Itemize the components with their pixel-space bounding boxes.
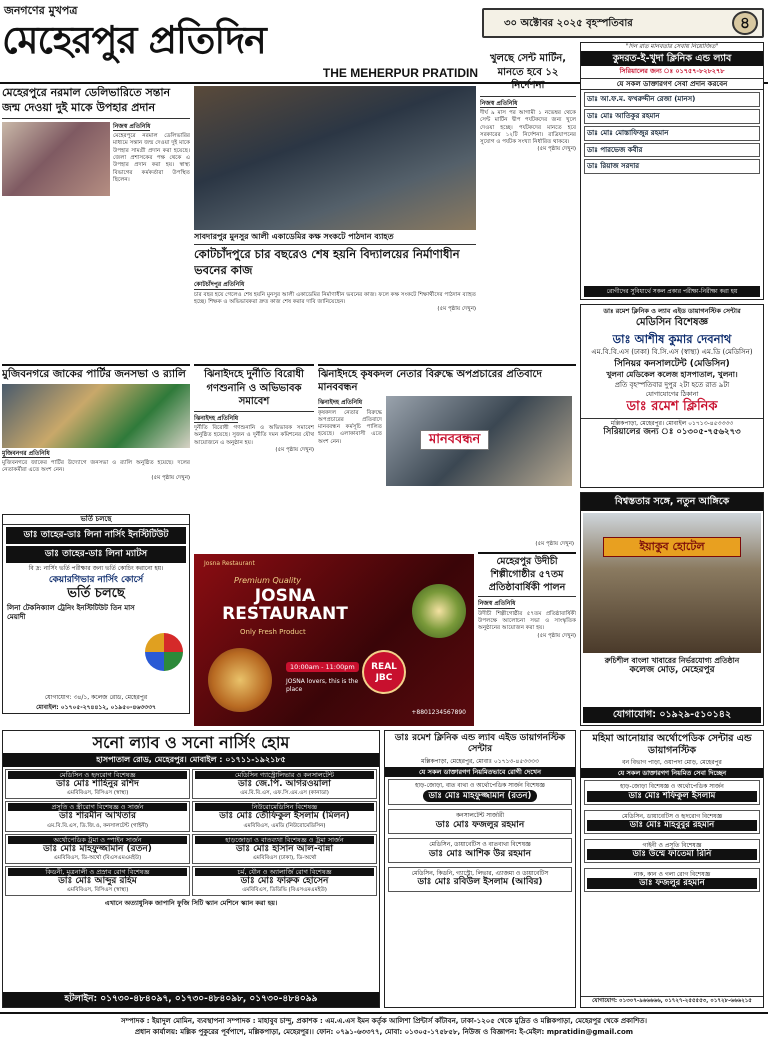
ad-lab-subtitle: যে সকল ডাক্তারগণ নিয়মিতভাবে রোগী দেখেন [385,767,575,777]
ad-kudrat-doctor-name: ডাঃ আ.ফ.ম. ফখরুদ্দীন রেজা (মানস) [587,95,696,104]
ad-hotel-address: কলেজ মোড়, মেহেরপুর [629,665,715,676]
ad-mohima-doctor-spec: গাইনী ও প্রসূতি বিশেষজ্ঞ [642,841,702,849]
ad-hotel-sign: ইয়াকুব হোটেল [603,537,741,557]
ad-sono-doctor [5,834,190,864]
story-chain-byline: ঝিনাইদহ প্রতিনিধি [318,399,363,406]
ad-kudrat-doctor-name: ডাঃ মোঃ আতিকুর রহমান [587,112,660,120]
story-udichi-body: উদীচী শিল্পীগোষ্ঠীর ৫৭তম প্রতিষ্ঠাবার্ষিকী উপলক্ষে আলোচনা সভা ও সাংস্কৃতিক অনুষ্ঠানের আয়োজন করা হয়। [478,610,576,632]
ad-hotel-photo [583,513,761,653]
ad-sono-hotline: হটলাইন: ০১৭৩০-৪৮৪০৯৭, ০১৭৩০-৪৮৪০৯৮, ০১৭৩০-৪৮৪০৯৯ [3,992,379,1007]
issue-date: ৩০ অক্টোবর ২০২৫ বৃহস্পতিবার [504,18,633,29]
ad-kudrat-doctor [584,92,760,107]
story-corruption-byline: ঝিনাইদহ প্রতিনিধি [194,414,239,422]
story-school-headline: কোটচাঁদপুরে চার বছরেও শেষ হয়নি বিদ্যালয়ের নির্মাণাধীন ভবনের কাজ [194,247,460,277]
ad-mohima-doctor-spec: নাক, কান ও গলা রোগ বিশেষজ্ঞ [633,870,711,878]
ad-mohima-doctor [584,780,760,804]
ad-lab-doctor [388,867,572,892]
story-corruption [194,364,314,550]
ad-sono-note: এখানে অত্যাধুনিক জাপানি ফুজি সিটি স্ক্যান মেশিনে স্ক্যান করা হয়। [104,899,278,907]
ad-sono-doctor-name: ডাঃ মোঃ হাসান আল-বান্না [235,843,334,854]
story-delivery-headline: মেহেরপুরে নরমাল ডেলিভারিতে সন্তান জন্ম দেওয়া দুই মাকে উপহার প্রদান [2,86,190,119]
ad-lab-doctor-spec: মেডিসিন, ডায়াবেটিস ও বাতব্যথা বিশেষজ্ঞ [429,841,531,848]
ad-ramesh-degree: এম.বি.বি.এস (ঢাকা) বি.সি.এস (স্বাস্থ্য) এম.ডি (মেডিসিন) [591,348,753,356]
ad-josna-name: JOSNA RESTAURANT [222,586,348,624]
story-meeting-body: মুজিবনগরে জাকের পার্টির উদ্যোগে জনসভা ও র‍্যালি অনুষ্ঠিত হয়েছে। দলের নেতাকর্মীরা এতে অংশ নেন। [2,460,190,474]
ad-josna-brand: Josna Restaurant [204,560,255,567]
ad-lab-doctor [388,838,572,863]
ad-lab-doctor-name: ডাঃ মোঃ রবিউল ইসলাম (আবির) [417,877,543,888]
story-udichi-byline: নিজস্ব প্রতিনিধি [478,600,516,608]
ad-ramesh [580,304,764,488]
ad-sono-doctor-spec: অর্থোপেডিক ট্রমা ও স্পাইন সার্জন [8,836,187,844]
story-delivery-photo [2,122,110,196]
ad-lab-address: মল্লিকপাড়া, মেহেরপুর, মোবাঃ ০১৭১৩-৪৫৩৩৩৩ [421,757,539,765]
story-corruption-body: দুর্নীতি বিরোধী গণশুনানি ও অভিভাবক সমাবেশ অনুষ্ঠিত হয়েছে। সুজন ও দুর্নীতি দমন কমিশনের যৌথ আয়োজনে এ অনুষ্ঠান হয়। [194,425,314,446]
ad-sono-doctor-spec: মেডিসিন ও হৃদরোগ বিশেষজ্ঞ [8,771,187,779]
ad-lab-doctor [388,779,572,805]
ad-sono-doctor-deg: এম.বি.বি.এস, এফ.সি.এম.এস (কানাডা) [240,790,329,797]
ad-mohima-doctor-name: ডাঃ মোঃ মাহবুবুর রহমান [587,820,757,831]
ad-lab-doctor-name: ডাঃ মোঃ মাহফুজ্জামান (রতন) [391,790,569,803]
ad-mohima-doctor-name: ডাঃ মোঃ শফিকুল ইসলাম [587,791,757,802]
date-bar [482,8,764,38]
masthead-title: মেহেরপুর প্রতিদিন [2,17,266,62]
story-chain [318,364,576,550]
footer [0,1012,768,1054]
ad-josna-slogan: JOSNA lovers, this is the place [286,678,359,693]
ad-nursing-course: কেয়ারগিভার নার্সিং কোর্সে [48,574,144,585]
ad-mohima [580,730,764,1008]
ad-sono-doctor-spec: চর্ম, যৌন ও অ্যালার্জি রোগ বিশেষজ্ঞ [195,868,374,876]
ad-sono-doctor-name: ডাঃ মোঃ ফারুক হোসেন [240,875,329,886]
masthead-tagline: জনগণের মুখপত্র [4,4,78,17]
ad-nursing-phone: মোবাইল: ০১৭০৫-২৭৪৪১২, ০১৯৫০-৪৬৩৩৩৭ [36,703,156,711]
ad-sono-doctor-spec: মেডিসিন গ্যাস্ট্রোলিভার ও কনসালটেন্ট [195,771,374,779]
ad-mohima-doctor [584,810,760,834]
ad-ramesh-specialty: মেডিসিন বিশেষজ্ঞ [635,317,709,329]
ad-nursing-logo [145,633,183,671]
ad-ramesh-role: সিনিয়র কনসালটেন্ট (মেডিসিন) [614,358,730,369]
ad-nursing-address: যোগাযোগ: ৩৪/১, কলেজ রোড, মেহেরপুর [44,693,148,701]
ad-kudrat-header: "দিন রাত মানবতার সেবায় নিয়োজিত" [625,43,719,50]
story-udichi [478,552,576,726]
ad-mohima-title: মহিমা আনোয়ার অর্থোপেডিক সেন্টার এন্ড ডায়াগনস্টিক [592,733,752,756]
story-chain-headline: ঝিনাইদহে কৃষকদল নেতার বিরুদ্ধে অপপ্রচারের প্রতিবাদে মানববন্ধন [318,369,542,393]
ad-mohima-doctor-name: ডাঃ উম্মে ফাতেমা রিনি [587,849,757,860]
ad-sono-doctor-name: ডাঃ শারমীন আখতার [59,811,136,822]
story-meeting-photo [2,384,190,448]
ad-kudrat-note: রোগীদের সুবিধার্থে সকল প্রকার পরীক্ষা-নিরীক্ষা করা হয় [584,286,760,298]
story-martin-body: দীর্ঘ ৯ মাস পর আগামী ১ নভেম্বর থেকে সেন্ট মার্টিন দ্বীপ পর্যটকদের জন্য খুলে দেওয়া হচ্ছে। পর্যটকদের মানতে হবে সরকারের ১২টি নির্দেশনা। রাত্রিযাপনের সুযোগ ও পর্যটক সংখ্যা নির্ধারিত থাকবে। [480,110,576,146]
story-school-more: (৫ম পৃষ্ঠায় দেখুন) [437,306,476,313]
ad-sono-doctor-spec: কিডনী, মূত্রনালী ও প্রস্রাব রোগ বিশেষজ্ঞ [8,868,187,876]
ad-josna-phone: +8801234567890 [411,708,466,716]
ad-lab-doctor-name: ডাঃ মোঃ আশিক উর রহমান [429,848,531,859]
ad-kudrat-doctor [584,159,760,174]
ad-ramesh-clinic: ডাঃ রমেশ ক্লিনিক [626,399,718,415]
footer-line1: সম্পাদক : ইয়াদুল মোমিন, ব্যবস্থাপনা সম্পাদক : মাহাবুব চান্দু, প্রকাশক : এম.এ.এস ইমন কর্তৃক আলিশা প্রিন্টার্স কাঁটাবন, ঢাকা-১২০৫ থেকে মুদ্রিত ও মল্লিকপাড়া, মেহেরপুর থেকে প্রকাশিত। [121,1017,647,1025]
ad-nursing-admission: ভর্তি চলছে [67,586,125,601]
story-delivery [2,86,190,362]
ad-sono-doctor-name: ডাঃ মোঃ মাহফুজ্জামান (রতন) [43,843,152,854]
story-chain-body: কৃষকদল নেতার বিরুদ্ধে অপপ্রচারের প্রতিবাদে মানববন্ধন কর্মসূচি পালিত হয়েছে। এলাকাবাসী এতে অংশ নেন। [318,409,382,445]
ad-sono-doctor-name: ডাঃ মোঃ আব্দুর রহিম [58,875,137,886]
ad-mohima-doctor [584,868,760,892]
story-udichi-headline: মেহেরপুর উদীচী শিল্পীগোষ্ঠীর ৫৭তম প্রতিষ্ঠাবার্ষিকী পালন [478,554,576,597]
ad-lab-doctors [385,779,575,891]
ad-sono-doctor-name: ডাঃ জে.পি. আগরওয়ালা [238,779,331,790]
story-school [194,86,476,362]
ad-hotel-header: বিশ্বস্ততার সঙ্গে, নতুন আঙ্গিকে [581,493,763,511]
ad-sono-doctor [5,866,190,896]
ad-nursing [2,514,190,714]
story-martin-byline: নিজস্ব প্রতিনিধি [480,99,518,107]
ad-ramesh-place-label: যোগাযোগের ঠিকানা [645,390,699,399]
ad-ramesh-name: ডাঃ আশীষ কুমার দেবনাথ [612,331,732,346]
ad-ramesh-hospital: খুলনা মেডিকেল কলেজ হাসপাতাল, খুলনা। [606,370,738,379]
ad-nursing-admission-top: ভর্তি চলছে [3,515,189,525]
story-school-body: চার বছর হয়ে গেলেও শেষ হয়নি মুনসুর আলী একাডেমির নির্মাণাধীন ভবনের কাজ। ফলে কক্ষ সংকটে শিক্ষার্থীদের পাঠদান ব্যাহত হচ্ছে। শিক্ষক ও অভিভাবকরা দ্রুত কাজ শেষ করার দাবি জানিয়েছেন। [194,291,476,305]
story-chain-photo [386,396,572,486]
ad-sono-doctor [192,866,377,896]
ad-sono-doctor-spec: নিউরোমেডিসিন বিশেষজ্ঞ [195,803,374,811]
ad-sono-doctor-deg: এমবিবিএস, বিসিএস (স্বাস্থ্য) [66,790,129,797]
ad-josna-food [208,648,272,712]
ad-ramesh-time: প্রতি বৃহস্পতিবার দুপুর ২টা হতে রাত ৯টা [614,381,730,390]
ad-lab-title: ডাঃ রমেশ ক্লিনিক এন্ড ল্যাব এইড ডায়াগনস্টিক সেন্টার [394,733,566,755]
ad-lab-doctor-name: ডাঃ মোঃ ফজলুর রহমান [435,819,525,830]
story-meeting-byline: মুজিবনগর প্রতিনিধি [2,449,50,457]
ad-hotel-phone: যোগাযোগ: ০১৯২৯-৫১০১৪২ [583,707,761,723]
ad-kudrat-doctor-name: ডাঃ মোঃ মোস্তাফিজুর রহমান [587,128,669,137]
ad-kudrat-doctors [581,92,763,174]
story-school-photo [194,86,476,230]
ad-mohima-doctor-spec: হাড়-জোড়া বিশেষজ্ঞ ও অর্থোপেডিক সার্জন [620,783,724,791]
ad-ramesh-address: মল্লিকপাড়া, মেহেরপুর। মোবাইল ০১৭১৩-৪৫৩৩৩৩ [581,418,763,428]
footer-line2: প্রধান কার্যালয়: মল্লিক পুকুরের পূর্বপাশে, মল্লিকপাড়া, মেহেরপুর।। ফোন: ০৭৯১-৬৩৩৭৭, মোবা: ০১৩০৫-১৭৫৮৫৮, নিউজ ও বিজ্ঞাপন: ই-মেইল: mpratidin@gmail.com [134,1027,634,1036]
ad-sono-doctor [5,769,190,799]
ad-sono-doctor [192,769,377,799]
ad-kudrat-doctor [584,109,760,124]
ad-mohima-doctor-name: ডাঃ ফজলুর রহমান [587,878,757,889]
ad-lab-doctor-spec: মেডিসিন, কিডনি, গ্যাস্ট্রো, লিভার, এ্যাজমা ও ডায়াবেটিস [411,869,549,877]
ad-nursing-center: লিনা টেকনিক্যাল ট্রেনিং ইনস্টিটিউট তিন মাস মেয়াদী [7,604,135,621]
ad-sono-title: সনো ল্যাব ও সনো নার্সিং হোম [92,733,290,752]
ad-josna-badge: REAL JBC [362,650,406,694]
ad-mohima-doctor [584,839,760,863]
ad-kudrat-doctor-name: ডাঃ পারভেজ কবীর [587,145,643,154]
ad-kudrat-doctor [584,143,760,158]
ad-mohima-address: বন বিভাগ পাড়া, ওয়াপদা মোড়, মেহেরপুর [622,758,722,766]
ad-ramesh-serial: সিরিয়ালের জন্য ঃ ০১৩০৫-৭৫৬২৭৩ [603,427,741,437]
ad-hotel-line: রুচিশীল বাংলা খাবারের নির্ভরযোগ্য প্রতিষ্ঠান [604,655,740,665]
ad-mohima-doctor-spec: মেডিসিন, ডায়াবেটিস ও হৃদরোগ বিশেষজ্ঞ [621,812,723,820]
story-martin [480,52,576,362]
ad-sono-doctor-deg: এম.বি.বি.এস, ডি.জি.ও, কনসালটেন্ট (গাইনী) [46,822,149,829]
ad-hotel [580,492,764,726]
ad-nursing-institute: ডাঃ তাহের-ডাঃ লিনা নার্সিং ইনস্টিটিউট [6,527,186,544]
ad-lab-doctor [388,809,572,834]
ad-josna-dish [412,584,466,638]
page-number: ৪ [732,11,758,35]
ad-ramesh-lead: ডাঃ রমেশ ক্লিনিক ও ল্যাব এইড ডায়াগনস্টিক সেন্টার [603,307,741,315]
ad-sono [2,730,380,1008]
ad-sono-doctor-spec: প্রসূতি ও স্ত্রীরোগ বিশেষজ্ঞ ও সার্জন [8,803,187,811]
ad-mohima-phone: যোগাযোগ: ০১৩০৭-৯৬৬৬৬৬, ০১৭২৭-২৫৫৫৫৩, ০১৭২৮-৬৬৬২১৫ [581,996,763,1005]
ad-sono-doctor-deg: এমবিবিএস (ঢাকা), ডি-অর্থো [252,854,317,861]
ad-kudrat-phone: সিরিয়ালের জন্য ঃ ০১৭৫৭-৮২৮২৭৮ [619,67,725,76]
story-meeting-headline: মুজিবনগরে জাকের পার্টির জনসভা ও র‍্যালি [2,368,186,380]
ad-sono-doctor [5,801,190,831]
ad-lab-doctor-spec: হাড়-জোড়া, বাত ব্যথা ও অর্থোপেডিক সার্জন বিশেষজ্ঞ [415,782,545,790]
ad-sono-doctor-deg: এমবিবিএস, ডিডিভি (বিএসএমএমইউ) [242,887,327,894]
ad-sono-doctor-name: ডাঃ মোঃ শাহিনুর রশিদ [56,779,139,790]
story-delivery-body: মেহেরপুরে নরমাল ডেলিভারির মাধ্যমে সন্তান জন্ম দেওয়া দুই মাকে উপহার সামগ্রী প্রদান করা হয়েছে। জেলা প্রশাসকের পক্ষ থেকে এ উপহার প্রদান করা হয়। স্বাস্থ্য বিভাগের কর্মকর্তারা উপস্থিত ছিলেন। [113,133,190,183]
story-delivery-byline: নিজস্ব প্রতিনিধি [113,122,151,130]
ad-sono-doctor-deg: এমবিবিএস, বিসিএস (স্বাস্থ্য) [66,887,129,894]
ad-lab-doctor-spec: কনসালটেন্ট সার্জারী [455,812,505,820]
ad-sono-doctor [192,801,377,831]
story-school-caption: সাবদারপুর মুনসুর আলী একাডেমির কক্ষ সংকটে পাঠদান ব্যাহত [194,232,476,245]
ad-sono-doctor [192,834,377,864]
ad-kudrat-subtitle: যে সকল ডাক্তারগণ সেবা প্রদান করবেন [581,78,763,91]
ad-josna-premium: Premium Quality [234,576,302,585]
story-udichi-more: (৫ম পৃষ্ঠায় দেখুন) [537,632,576,639]
ad-kudrat [580,42,764,300]
ad-josna-time: 10:00am - 11:00pm [286,662,359,672]
story-meeting [2,364,190,512]
ad-sono-doctor-name: ডাঃ মোঃ তৌফিকুল ইসলাম (মিলন) [219,811,350,822]
ad-josna [194,554,474,726]
ad-kudrat-doctor-name: ডাঃ রিয়াজ সরদার [587,162,640,171]
ad-nursing-matts: ডাঃ তাহের-ডাঃ লিনা ম্যাটস [6,546,186,563]
masthead [2,2,480,82]
ad-josna-tag: Only Fresh Product [240,628,306,636]
story-school-byline: কোটচাঁদপুর প্রতিনিধি [194,281,245,289]
masthead-subtitle: THE MEHERPUR PRATIDIN [322,66,478,80]
ad-nursing-note: বি দ্র: নার্সিং ভর্তি পরীক্ষার জন্য ভর্তি কোচিং করানো হয়। [28,565,164,573]
ad-kudrat-doctor [584,126,760,141]
ad-mohima-doctors [581,780,763,892]
ad-lab [384,730,576,1008]
ad-mohima-subtitle: যে সকল ডাক্তারগণ নিয়মিত সেবা দিচ্ছেন [581,768,763,778]
story-martin-more: (৫ম পৃষ্ঠায় দেখুন) [537,146,576,153]
ad-kudrat-title: কুদরত-ই-খুদা ক্লিনিক এন্ড ল্যাব [581,51,763,67]
story-meeting-more: (৫ম পৃষ্ঠায় দেখুন) [151,474,190,481]
ad-sono-doctor-deg: এমবিবিএস, ডি-অর্থো (বিএসএমএমইউ) [53,854,142,861]
story-martin-headline: খুলছে সেন্ট মার্টিন, মানতে হবে ১২ নির্দেশনা [480,52,576,97]
story-corruption-more: (৫ম পৃষ্ঠায় দেখুন) [275,446,314,453]
ad-sono-address: হাসপাতাল রোড, মেহেরপুর। মোবাইল : ০১৭১১-১৯২১৮৫ [3,753,379,767]
story-chain-banner: মানববন্ধন [420,430,489,450]
ad-sono-doctor-deg: এমবিবিএস, এমডি (নিউরোমেডিসিন) [243,822,326,829]
ad-sono-doctors [3,767,379,898]
story-chain-more: (৫ম পৃষ্ঠায় দেখুন) [535,541,574,548]
ad-sono-doctor-spec: হাড়জোড়া ও বাতব্যথা বিশেষজ্ঞ ও ট্রমা সার্জন [195,836,374,844]
story-corruption-headline: ঝিনাইদহে দুর্নীতি বিরোধী গণশুনানি ও অভিভাবক সমাবেশ [194,366,314,412]
